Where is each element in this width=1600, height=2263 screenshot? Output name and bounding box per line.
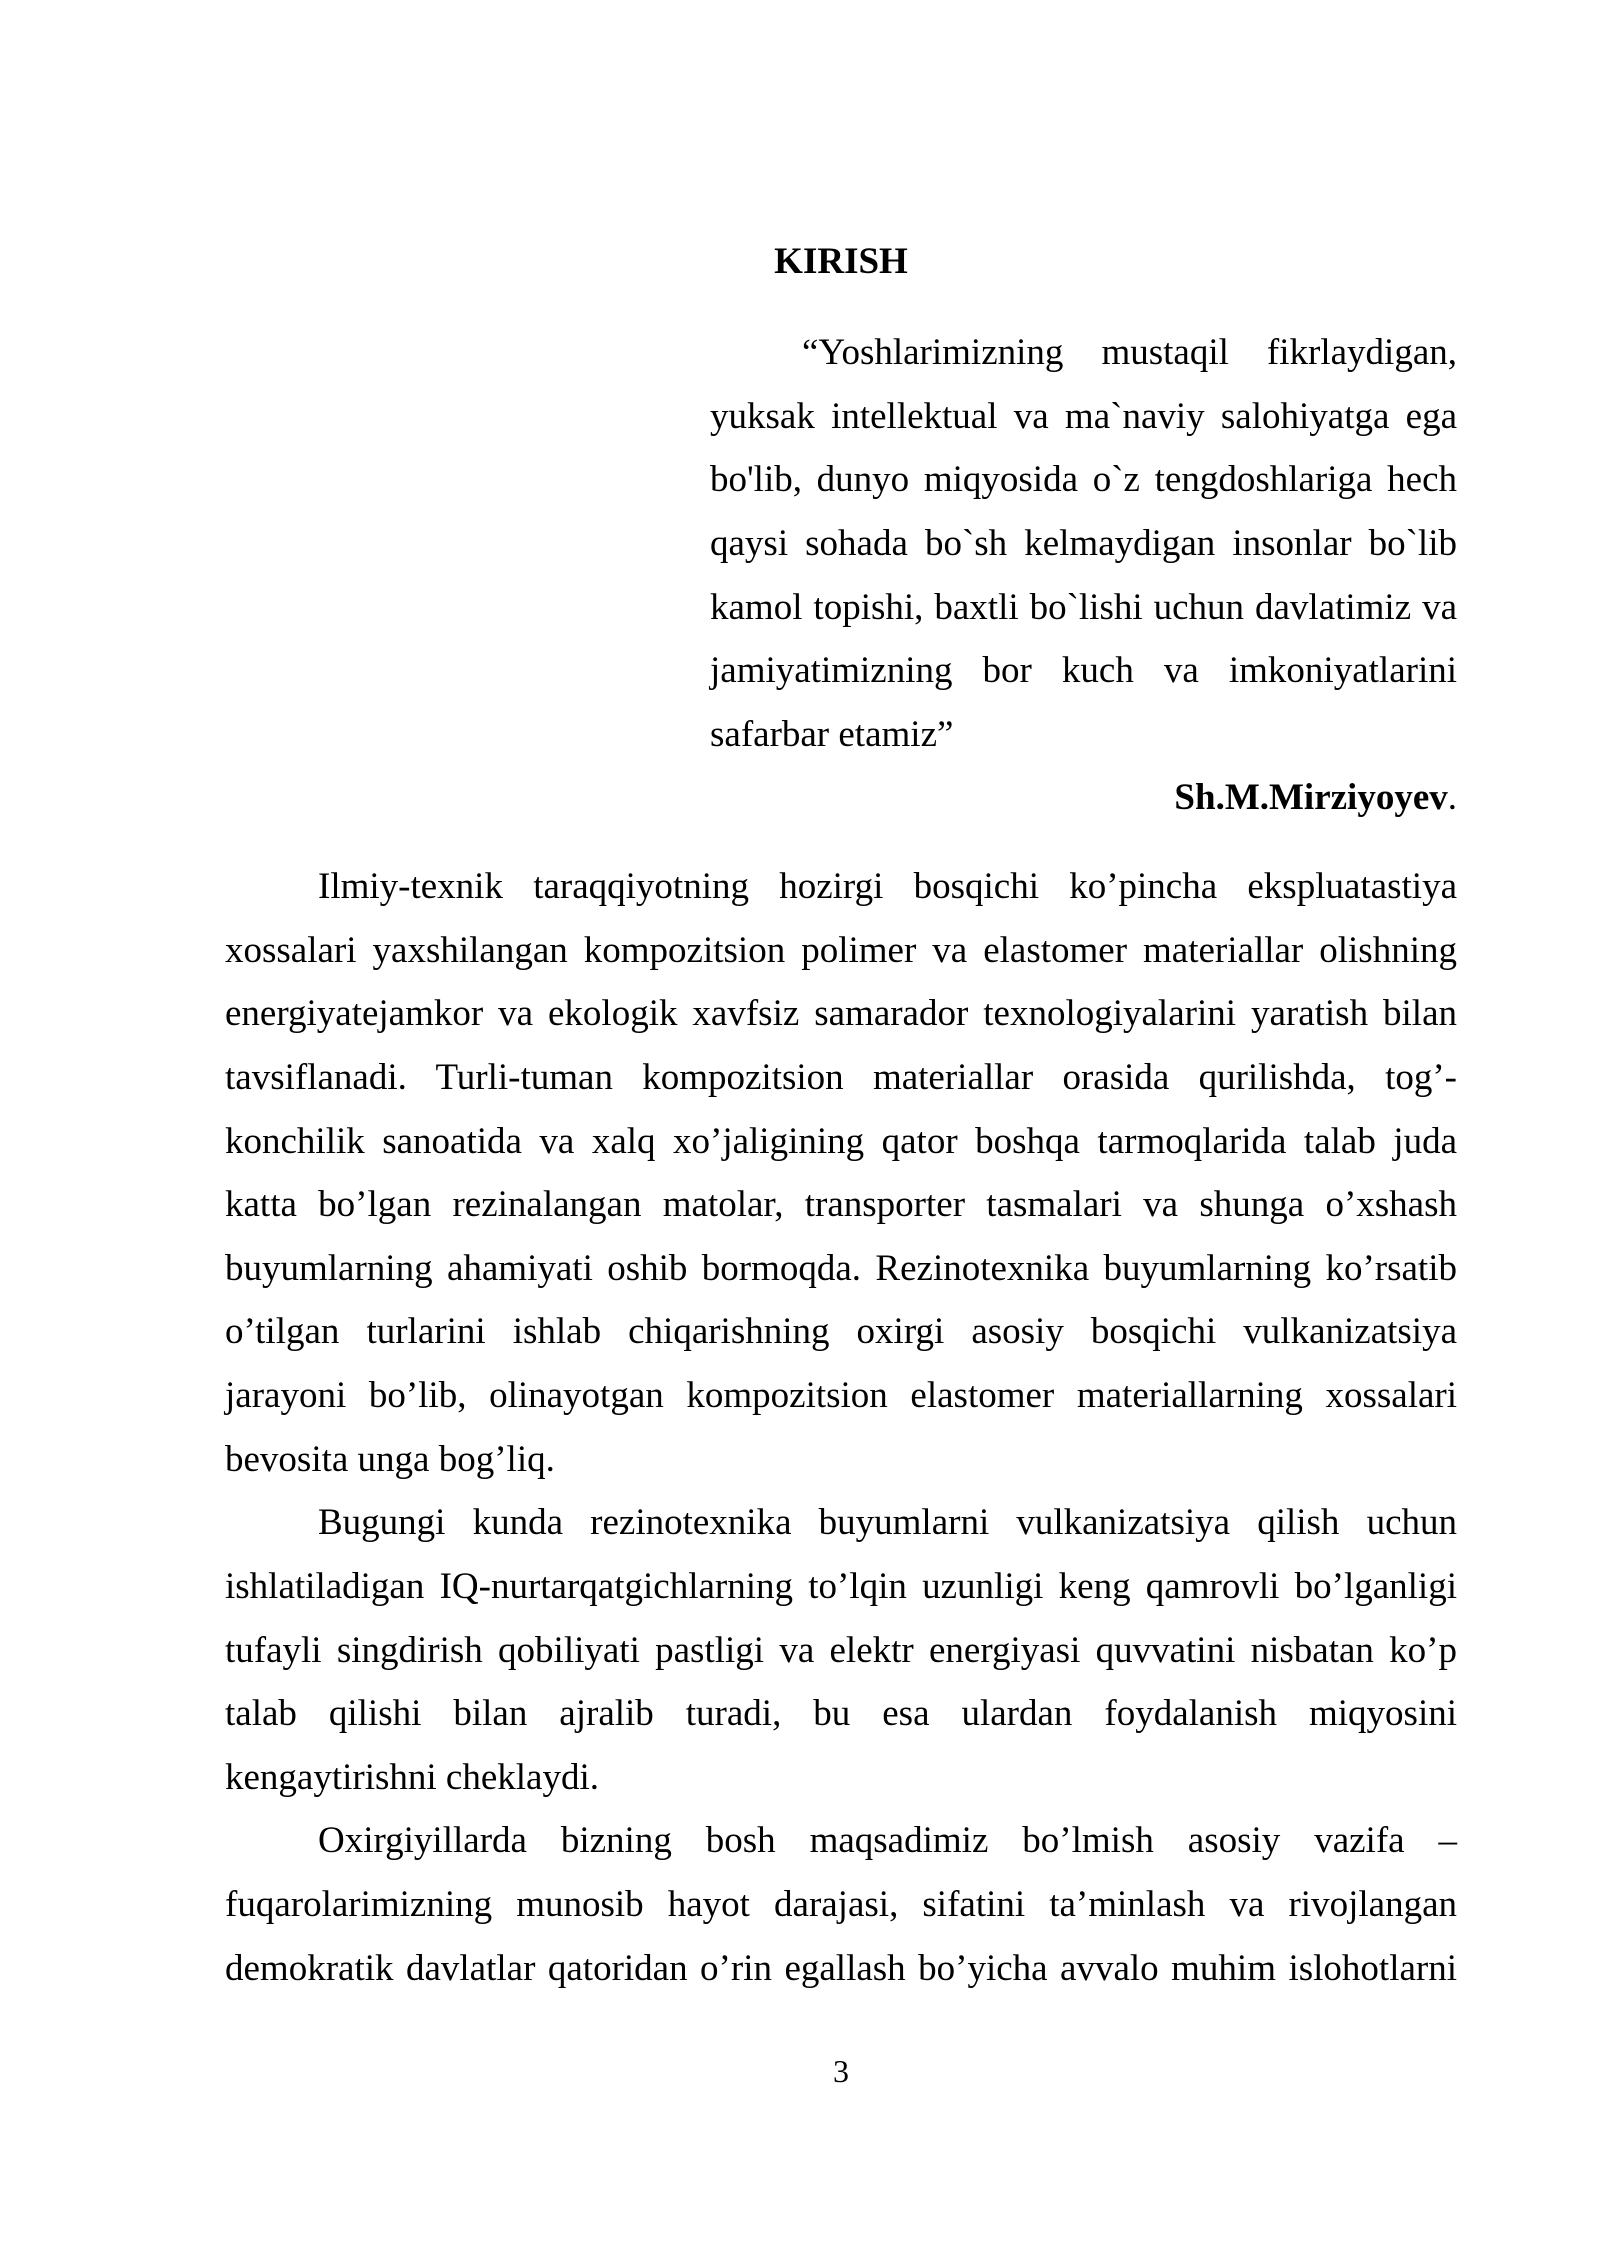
paragraph-line: bevosita unga bog’liq.	[225, 1438, 555, 1480]
paragraph	[225, 1491, 1457, 1809]
paragraph-line: tufayli singdirish qobiliyati pastligi va elektr energiyasi quvvatini nisbatan ko’p	[225, 1629, 1457, 1671]
paragraph-line: katta bo’lgan rezinalangan matolar, transporter tasmalari va shunga o’xshash	[225, 1184, 1457, 1226]
epigraph-line: qaysi sohada bo`sh kelmaydigan insonlar bo`lib	[710, 522, 1457, 564]
paragraph-line: kengaytirishni cheklaydi.	[225, 1756, 600, 1798]
section-title: KIRISH	[774, 241, 908, 282]
paragraph	[225, 855, 1457, 1491]
paragraph-line: talab qilishi bilan ajralib turadi, bu esa ulardan foydalanish miqyosini	[225, 1693, 1457, 1735]
epigraph-line: kamol topishi, baxtli bo`lishi uchun davlatimiz va	[710, 586, 1457, 628]
author-punctuation: .	[1447, 777, 1457, 818]
paragraph	[225, 1809, 1457, 2000]
paragraph-line: Ilmiy-texnik taraqqiyotning hozirgi bosqichi ko’pincha ekspluatastiya	[318, 866, 1457, 907]
paragraph-line: buyumlarning ahamiyati oshib bormoqda. Rezinotexnika buyumlarning ko’rsatib	[225, 1247, 1457, 1289]
paragraph-line: Oxirgiyillarda bizning bosh maqsadimiz bo’lmish asosiy vazifa –	[318, 1820, 1457, 1862]
paragraph-line: fuqarolarimizning munosib hayot darajasi, sifatini ta’minlash va rivojlangan	[225, 1884, 1457, 1925]
epigraph-quote	[710, 321, 1457, 766]
epigraph-line: bo'lib, dunyo miqyosida o`z tengdoshlariga hech	[710, 459, 1457, 501]
paragraph-line: demokratik davlatlar qatoridan o’rin egallash bo’yicha avvalo muhim islohotlarni	[225, 1947, 1457, 1989]
paragraph-line: tavsiflanadi. Turli-tuman kompozitsion materiallar orasida qurilishda, tog’-	[225, 1056, 1457, 1098]
epigraph-line: safarbar etamiz”	[710, 713, 954, 755]
author-name: Sh.M.Mirziyoyev	[1174, 777, 1448, 818]
paragraph-line: o’tilgan turlarini ishlab chiqarishning oxirgi asosiy bosqichi vulkanizatsiya	[225, 1311, 1457, 1353]
paragraph-line: energiyatejamkor va ekologik xavfsiz samarador texnologiyalarini yaratish bilan	[225, 993, 1457, 1035]
paragraph-line: ishlatiladigan IQ-nurtarqatgichlarning to’lqin uzunligi keng qamrovli bo’lganligi	[225, 1565, 1457, 1607]
body-text	[225, 855, 1457, 2000]
paragraph-line: konchilik sanoatida va xalq xo’jaligining qator boshqa tarmoqlarida talab juda	[225, 1120, 1457, 1162]
epigraph-author	[710, 766, 1457, 830]
paragraph-line: xossalari yaxshilangan kompozitsion polimer va elastomer materiallar olishning	[225, 929, 1457, 971]
paragraph-line: Bugungi kunda rezinotexnika buyumlarni vulkanizatsiya qilish uchun	[318, 1502, 1457, 1544]
epigraph-line: yuksak intellektual va ma`naviy salohiyatga ega	[710, 395, 1457, 437]
epigraph-line: “Yoshlarimizning mustaqil fikrlaydigan,	[802, 332, 1457, 373]
paragraph-line: jarayoni bo’lib, olinayotgan kompozitsion elastomer materiallarning xossalari	[225, 1375, 1457, 1416]
page-number: 3	[833, 2053, 849, 2089]
epigraph-line: jamiyatimizning bor kuch va imkoniyatlarini	[710, 650, 1457, 692]
